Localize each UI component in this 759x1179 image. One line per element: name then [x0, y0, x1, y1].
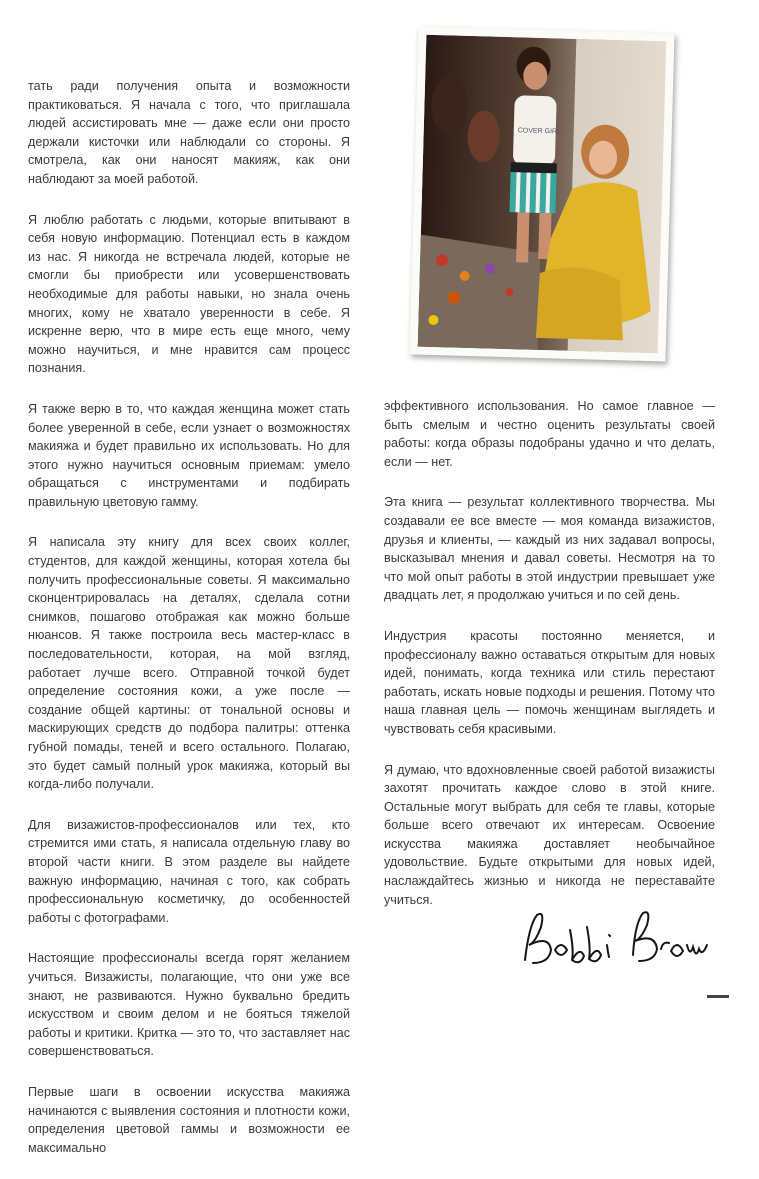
- paragraph: Эта книга — результат коллективного творчества. Мы создавали ее все вместе — моя команда визажистов, друзья и клиенты, — каждый из них задавал вопросы, высказывал мнения и давал советы. Несмотря на то что мой опыт работы в этой индустрии превышает уже двадцать лет, я продолжаю учиться и по сей день.: [384, 495, 715, 603]
- paragraph: Я также верю в то, что каждая женщина может стать более уверенной в себе, если узнает о возможностях макияжа и будет правильно их использовать. Но для этого нужно научиться основным приемам: умело обращаться с инструментами и подбирать правильную цветовую гамму.: [28, 401, 350, 509]
- left-text-column: [28, 77, 350, 1179]
- paragraph: Настоящие профессионалы всегда горят желанием учиться. Визажисты, полагающие, что они уже все знают, не развиваются. Нужно буквально бредить искусством и своим делом и не бояться тяжелой работы и критики. Критка — это то, что заставляет нас совершенствоваться.: [28, 951, 350, 1059]
- backstage-makeup-photo: [409, 26, 674, 361]
- paragraph: Индустрия красоты постоянно меняется, и профессионалу важно оставаться открытым для новых идей, понимать, когда техника или стиль перестают работать, искать новые подходы и решения. Потому что наша главная цель — помочь женщинам выглядеть и чувствовать себя красивыми.: [384, 628, 715, 736]
- paragraph: Я думаю, что вдохновленные своей работой визажисты захотят прочитать каждое слово в этой книге. Остальные могут выбрать для себя те главы, которые больше всего отвечают их интересам. Освоение искусства макияжа доставляет необычайное удовольствие. Будьте открытыми для новых идей, наслаждайтесь жизнью и никогда не переставайте учиться.: [384, 762, 715, 907]
- paragraph: Для визажистов-профессионалов или тех, кто стремится ими стать, я написала отдельную главу во второй части книги. В этом разделе вы найдете важную информацию, начиная с того, как собрать профессиональную косметичку, до особенностей работы с фотографами.: [28, 817, 350, 925]
- paragraph: тать ради получения опыта и возможности практиковаться. Я начала с того, что приглашала людей ассистировать мне — даже если они просто держали кисточки или наблюдали со стороны. Я смотрела, как они наносят макияж, как они наблюдают за моей работой.: [28, 79, 350, 186]
- paragraph: Я написала эту книгу для всех своих коллег, студентов, для каждой женщины, которая хотела бы получить профессиональные советы. Я максимально сконцентрировалась на деталях, сделала сотни снимков, пошагово отображая как можно больше нюансов. Я также построила весь мастер-класс в последовательности, которая, на мой взгляд, работает лучше всего. Отправной точкой будет определение состояния кожи, а уже после — создание общей картины: от тональной основы и маскирующих средств до подбора палитры: оттенка губной помады, теней и всего остального. Полагаю, это будет самый полный урок макияжа, который вы когда-либо получали.: [28, 535, 350, 792]
- shirt-print: COVER GIRL: [517, 127, 562, 136]
- signature-text: Bobbi Brown: [515, 905, 521, 906]
- author-signature: [515, 905, 715, 975]
- paragraph: Я люблю работать с людьми, которые впитывают в себя новую информацию. Потенциал есть в каждом из нас. Я никогда не встречала людей, которые не смогли бы приобрести или усовершенствовать необходимые для работы навыки, но знала очень многих, кому не хватало уверенности в себе. Я искренне верю, что в мире есть еще много, чему можно научиться, и мне нравится сам процесс познания.: [28, 212, 350, 376]
- paragraph: Первые шаги в освоении искусства макияжа начинаются с выявления состояния и плотности кожи, определения цветовой гаммы и возможности ее максимально: [28, 1084, 350, 1155]
- paragraph: эффективного использования. Но самое главное — быть смелым и честно оценить результаты своей работы: когда образы подобраны удачно и что делать, если — нет.: [384, 399, 715, 469]
- page-edge-mark: [707, 995, 729, 998]
- signature-drawing: [515, 905, 715, 975]
- right-text-column: [384, 397, 715, 931]
- photo-illustration: [418, 35, 667, 354]
